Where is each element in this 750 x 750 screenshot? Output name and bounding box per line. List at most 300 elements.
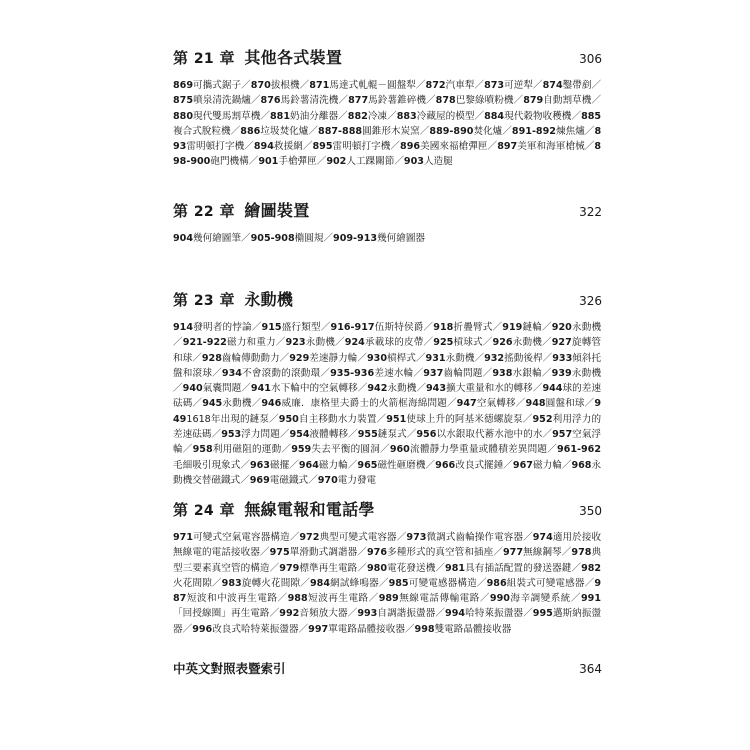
entry-separator: ／ [419, 125, 430, 137]
entry-title: 網試蜂鳴器 [330, 577, 379, 589]
entry-title: 汽車犁 [445, 80, 475, 91]
toc-entry [415, 624, 512, 635]
entry-title: 人造腿 [423, 156, 453, 168]
entry-number: 884 [484, 110, 505, 122]
toc-entry [487, 578, 595, 589]
chapter-title [173, 500, 375, 521]
chapter-suffix: 章 [219, 291, 235, 309]
entry-separator: ／ [269, 608, 280, 620]
entry-title: 永動機交替磁鐵式 [173, 459, 602, 486]
toc-entry [288, 593, 379, 604]
entry-separator: ／ [279, 352, 290, 364]
entry-title: 組裝式可變電感器 [506, 577, 585, 589]
chapter-number: 24 [193, 503, 214, 519]
chapter-24 [173, 500, 602, 637]
toc-entry [358, 429, 417, 440]
entry-separator: ／ [357, 352, 367, 364]
entry-separator: ／ [423, 322, 434, 333]
entry-number: 880 [173, 110, 194, 122]
entry-number: 889-890 [429, 125, 474, 137]
toc-entry [192, 624, 308, 635]
entry-separator: ／ [338, 95, 349, 107]
entry-separator: ／ [320, 367, 331, 379]
entry-separator: ／ [211, 577, 222, 589]
entry-number: 963 [249, 459, 270, 471]
entry-list [173, 78, 601, 170]
entry-number: 901 [258, 156, 279, 168]
toc-entry [221, 429, 289, 440]
chapter-number: 23 [193, 293, 214, 309]
entry-separator: ／ [279, 429, 290, 441]
entry-separator: ／ [192, 398, 203, 410]
entry-number: 930 [367, 352, 388, 364]
entry-number: 985 [388, 577, 409, 589]
entry-number: 973 [406, 532, 427, 543]
entry-list [173, 320, 601, 488]
chapter-title [173, 201, 310, 222]
entry-number: 977 [502, 547, 524, 559]
entry-title: 典型三要素真空管的構造 [173, 547, 602, 574]
entry-number: 951 [386, 413, 407, 425]
entry-title: 雷明頓打字機 [332, 141, 391, 153]
entry-title: 單電路晶體接收器 [328, 623, 405, 635]
toc-entry [279, 563, 367, 574]
entry-title: 傾斜托盤和滾球 [173, 352, 602, 379]
entry-separator: ／ [380, 444, 390, 456]
entry-title: 橢圓規 [294, 233, 324, 244]
entry-title: 失去平衡的圓洞 [311, 444, 381, 456]
entry-number: 993 [357, 608, 378, 620]
entry-separator: ／ [515, 398, 526, 410]
entry-title: 雙電路晶體接收器 [434, 623, 512, 635]
entry-number: 997 [308, 623, 329, 635]
entry-title: 美軍和海軍槍械 [517, 141, 585, 153]
entry-separator: ／ [425, 459, 436, 471]
entry-separator: ／ [591, 80, 602, 91]
entry-separator: ／ [435, 608, 446, 620]
entry-title: 鏈泵式 [377, 429, 407, 441]
toc-entry [433, 322, 502, 333]
entry-separator: ／ [357, 383, 368, 395]
entry-separator: ／ [435, 562, 446, 574]
entry-number: 879 [523, 95, 544, 107]
entry-title: 巴黎綠噴粉機 [455, 95, 514, 107]
entry-number: 959 [291, 444, 312, 456]
entry-separator: ／ [413, 367, 424, 379]
entry-title: 具有插話配置的發送器鍵 [465, 562, 572, 574]
chapter-page-number: 326 [579, 294, 602, 308]
toc-entry [173, 80, 251, 91]
entry-number: 996 [192, 623, 213, 635]
entry-title: 搖動後桿 [504, 352, 543, 364]
toc-entry [436, 95, 524, 106]
entry-separator: ／ [378, 577, 389, 589]
toc-entry [291, 444, 390, 455]
entry-title: 煉焦爐 [555, 125, 585, 137]
entry-separator: ／ [492, 322, 503, 333]
entry-separator: ／ [482, 337, 493, 349]
toc-entry [279, 608, 357, 619]
entry-number: 932 [484, 352, 505, 364]
entry-number: 998 [414, 623, 435, 635]
toc-entry [357, 608, 445, 619]
entry-title: 改良式哈特萊振盪器 [212, 623, 299, 635]
entry-title: 火花間隙 [173, 577, 212, 589]
entry-separator: ／ [368, 593, 379, 605]
toc-entry [222, 368, 330, 379]
entry-separator: ／ [244, 141, 254, 153]
entry-title: 短波再生電路 [307, 593, 369, 605]
entry-number: 952 [532, 413, 553, 425]
entry-title: 齒輪問題 [443, 367, 483, 379]
entry-number: 967 [512, 459, 533, 471]
entry-title: 電磁鐵式 [269, 474, 309, 486]
entry-title: 雷明頓打字機 [186, 141, 245, 153]
entry-separator: ／ [493, 547, 503, 559]
chapter-suffix: 章 [219, 202, 235, 220]
entry-number: 903 [403, 156, 424, 168]
chapter-name: 永動機 [244, 290, 294, 309]
chapter-name: 繪圖裝置 [244, 201, 310, 220]
chapter-name: 其他各式裝置 [244, 48, 343, 67]
entry-separator: ／ [251, 322, 262, 333]
toc-entry [433, 337, 492, 348]
entry-title: 圓盤和球 [545, 398, 585, 410]
chapter-number: 21 [193, 51, 214, 67]
entry-separator: ／ [584, 398, 595, 410]
toc-entry [250, 475, 318, 486]
entry-number: 975 [269, 547, 290, 559]
entry-separator: ／ [320, 322, 331, 333]
index-section [173, 660, 602, 680]
entry-number: 893 [173, 125, 602, 153]
entry-number: 898-900 [173, 141, 602, 168]
entry-separator: ／ [241, 233, 251, 244]
entry-number: 984 [309, 577, 331, 589]
entry-title: 鑿帶剷 [562, 80, 592, 91]
entry-number: 943 [426, 383, 447, 395]
entry-title: 可逆犁 [504, 80, 533, 91]
entry-separator: ／ [241, 383, 251, 395]
toc-entry [497, 141, 594, 152]
entry-title: 電力發電 [337, 474, 377, 486]
entry-title: 空氣轉移 [476, 398, 516, 410]
entry-title: 磁擺 [269, 459, 290, 471]
toc-entry [367, 353, 426, 364]
entry-title: 永動機 [571, 322, 602, 333]
entry-title: 使球上升的阿基米德螺旋泵 [406, 413, 523, 425]
entry-separator: ／ [251, 398, 262, 410]
entry-number: 980 [366, 562, 388, 574]
chapter-suffix: 章 [219, 49, 235, 67]
toc-entry [457, 398, 526, 409]
entry-separator: ／ [248, 156, 259, 168]
entry-title: 可變式空氣電容器構造 [193, 532, 290, 543]
entry-number: 938 [492, 367, 513, 379]
entry-separator: ／ [289, 459, 299, 471]
toc-entry [202, 353, 289, 364]
entry-number: 929 [289, 352, 310, 364]
entry-title: 自調諧振盪器 [377, 608, 436, 620]
toc-entry [289, 429, 357, 440]
entry-title: 邁斯納振盪器 [173, 608, 602, 635]
entry-number: 981 [445, 562, 466, 574]
entry-number: 895 [312, 141, 333, 153]
entry-number: 934 [221, 367, 242, 379]
entry-number: 955 [357, 429, 378, 441]
entry-number: 875 [173, 95, 194, 107]
entry-separator: ／ [308, 474, 318, 486]
chapter-prefix: 第 [173, 202, 189, 220]
entry-number: 964 [298, 459, 319, 471]
entry-number: 928 [201, 352, 222, 364]
entry-separator: ／ [357, 562, 367, 574]
entry-separator: ／ [298, 623, 309, 635]
toc-entry [289, 353, 367, 364]
entry-number: 871 [309, 80, 330, 91]
entry-separator: ／ [542, 352, 553, 364]
entry-separator: ／ [502, 125, 512, 137]
entry-number: 921-922 [182, 337, 227, 349]
entry-separator: ／ [316, 156, 327, 168]
toc-entry [492, 368, 551, 379]
entry-title: 垃圾焚化爐 [260, 125, 309, 137]
entry-number: 970 [317, 474, 338, 486]
entry-title: 磁性砸磨機 [377, 459, 426, 471]
toc-entry [279, 414, 386, 425]
entry-separator: ／ [299, 80, 310, 91]
entry-number: 916-917 [330, 322, 375, 333]
entry-separator: ／ [423, 337, 434, 349]
chapter-page-number: 322 [579, 205, 602, 219]
chapter-23 [173, 290, 602, 488]
toc-entry [251, 233, 333, 244]
entry-separator: ／ [479, 593, 490, 605]
entry-number: 940 [182, 383, 203, 395]
entry-title: 複合式脫粒機 [173, 125, 231, 137]
entry-separator: ／ [474, 110, 485, 122]
toc-entry [173, 233, 251, 244]
toc-entry [173, 532, 299, 543]
chapter-header [173, 500, 602, 522]
toc-entry [183, 383, 251, 394]
entry-separator: ／ [173, 383, 183, 395]
entry-title: 齒輪傳動動力 [221, 352, 280, 364]
toc-entry [310, 578, 389, 589]
entry-title: 冷凍 [367, 110, 388, 122]
entry-separator: ／ [269, 413, 279, 425]
entry-title: 手槍彈匣 [278, 156, 317, 168]
entry-number: 969 [249, 474, 270, 486]
entry-title: 永動機 [445, 352, 475, 364]
entry-title: 永動機 [305, 337, 335, 349]
entry-number: 914 [173, 322, 194, 333]
entry-title: 馬達式軋輥－圓盤犁 [329, 80, 416, 91]
chapter-header [173, 290, 602, 312]
entry-separator: ／ [308, 125, 319, 137]
entry-title: 單滑動式調諧器 [289, 547, 358, 559]
toc-entry [261, 398, 456, 409]
chapter-number: 22 [193, 204, 214, 220]
entry-number: 957 [552, 429, 573, 441]
entry-separator: ／ [591, 95, 602, 107]
entry-number: 972 [299, 532, 320, 543]
chapter-title [173, 48, 342, 69]
entry-number: 873 [484, 80, 505, 91]
toc-entry [348, 111, 397, 122]
toc-entry [503, 547, 571, 558]
entry-number: 878 [435, 95, 456, 107]
entry-separator: ／ [541, 367, 552, 379]
entry-separator: ／ [182, 444, 193, 456]
entry-number: 983 [221, 577, 242, 589]
entry-separator: ／ [348, 429, 358, 441]
toc-entry [386, 414, 532, 425]
entry-separator: ／ [250, 95, 261, 107]
toc-entry [400, 141, 497, 152]
entry-number: 905-908 [250, 233, 295, 244]
toc-entry [526, 398, 595, 409]
toc-entry [543, 80, 602, 91]
index-title: 中英文對照表暨索引 [173, 661, 286, 676]
entry-separator: ／ [476, 577, 487, 589]
entry-list [173, 530, 601, 637]
entry-separator: ／ [474, 80, 485, 91]
chapter-prefix: 第 [173, 291, 189, 309]
entry-title: 球的差速砝碼 [173, 383, 602, 410]
toc-entry [254, 141, 313, 152]
entry-number: 886 [240, 125, 261, 137]
entry-number: 953 [221, 429, 242, 441]
toc-entry [240, 126, 318, 137]
entry-title: 奶油分離器 [290, 110, 339, 122]
entry-number: 915 [261, 322, 282, 333]
toc-entry [333, 233, 425, 244]
entry-title: 現代雙馬割草機 [193, 110, 261, 122]
entry-separator: ／ [541, 337, 552, 349]
entry-title: 毛細吸引現象式 [173, 459, 241, 471]
entry-number: 947 [456, 398, 477, 410]
toc-entry [173, 95, 261, 106]
entry-number: 950 [278, 413, 299, 425]
entry-separator: ／ [426, 95, 436, 107]
toc-entry [404, 156, 453, 167]
entry-separator: ／ [394, 156, 404, 168]
entry-number: 869 [173, 80, 194, 91]
entry-title: 承載球的皮帶 [364, 337, 424, 349]
entry-title: 哈特萊振盪器 [465, 608, 524, 620]
entry-title: 鏈輪 [522, 322, 542, 333]
toc-entry [251, 80, 310, 91]
entry-separator: ／ [230, 125, 241, 137]
toc-entry [299, 460, 358, 471]
entry-number: 949 [173, 398, 602, 425]
entry-title: 利用浮力的差速砝碼 [173, 413, 602, 441]
entry-title: 永動機 [387, 383, 417, 395]
entry-separator: ／ [192, 352, 202, 364]
entry-title: 流體靜力學重量或體積差異問題 [409, 444, 548, 456]
entry-title: 標準再生電路 [299, 562, 358, 574]
entry-separator: ／ [532, 80, 543, 91]
chapter-suffix: 章 [219, 501, 235, 519]
toc-entry [512, 126, 595, 137]
toc-entry [250, 460, 299, 471]
toc-entry [484, 111, 581, 122]
entry-title: 利用磁阻的運動 [212, 444, 282, 456]
entry-title: 救援網 [273, 141, 303, 153]
entry-separator: ／ [474, 352, 485, 364]
entry-number: 974 [532, 532, 553, 543]
toc-entry [261, 95, 349, 106]
toc-entry [416, 429, 552, 440]
entry-number: 986 [486, 577, 507, 589]
entry-title: 多種形式的真空管和插座 [387, 547, 494, 559]
chapter-page-number: 306 [579, 52, 602, 66]
toc-entry [502, 322, 551, 333]
toc-entry [367, 383, 426, 394]
toc-entry [426, 80, 485, 91]
entry-number: 924 [344, 337, 365, 349]
entry-title: 「回授線圈」再生電路 [173, 608, 270, 620]
entry-separator: ／ [415, 352, 426, 364]
entry-separator: ／ [547, 444, 557, 456]
toc-entry [367, 547, 503, 558]
entry-separator: ／ [260, 110, 270, 122]
entry-number: 988 [287, 593, 308, 605]
entry-separator: ／ [357, 547, 367, 559]
entry-number: 918 [433, 322, 454, 333]
entry-separator: ／ [523, 532, 533, 543]
entry-title: 無線鋼琴 [523, 547, 562, 559]
entry-number: 931 [425, 352, 446, 364]
entry-number: 968 [571, 459, 592, 471]
entry-title: 永動機 [512, 337, 542, 349]
entry-title: 改良式擺錘 [455, 459, 504, 471]
index-page-number: 364 [579, 662, 602, 676]
entry-title: 發明者的悖論 [193, 322, 252, 333]
toc-entry [348, 95, 436, 106]
entry-number: 942 [367, 383, 388, 395]
entry-title: 自動割草機 [543, 95, 592, 107]
toc-entry [484, 80, 543, 91]
toc-entry [286, 337, 345, 348]
chapter-page-number: 350 [579, 504, 602, 518]
entry-separator: ／ [561, 459, 572, 471]
entry-title: 旋轉火花間隙 [241, 577, 301, 589]
entry-separator: ／ [275, 337, 286, 349]
entry-title: 噴泉清洗鍋爐 [193, 95, 251, 107]
entry-separator: ／ [571, 110, 582, 122]
entry-number: 872 [425, 80, 446, 91]
entry-number: 995 [532, 608, 553, 620]
toc-entry [173, 322, 262, 333]
entry-title: 電花發送機 [387, 562, 436, 574]
entry-separator: ／ [323, 233, 334, 244]
entry-title: 氣囊問題 [202, 383, 242, 395]
toc-entry [379, 593, 490, 604]
entry-number: 881 [270, 110, 291, 122]
toc-entry [357, 460, 435, 471]
entry-separator: ／ [259, 547, 270, 559]
entry-number: 976 [366, 547, 387, 559]
entry-title: 差速水輪 [374, 367, 414, 379]
entry-title: 磁力和重力 [226, 337, 276, 349]
entry-title: 旋轉管和球 [173, 337, 602, 364]
entry-title: 微調式齒輪操作電容器 [426, 532, 524, 543]
entry-title: 1618年出現的鏈泵 [186, 413, 270, 425]
toc-entry [222, 578, 310, 589]
entry-number: 939 [551, 367, 572, 379]
